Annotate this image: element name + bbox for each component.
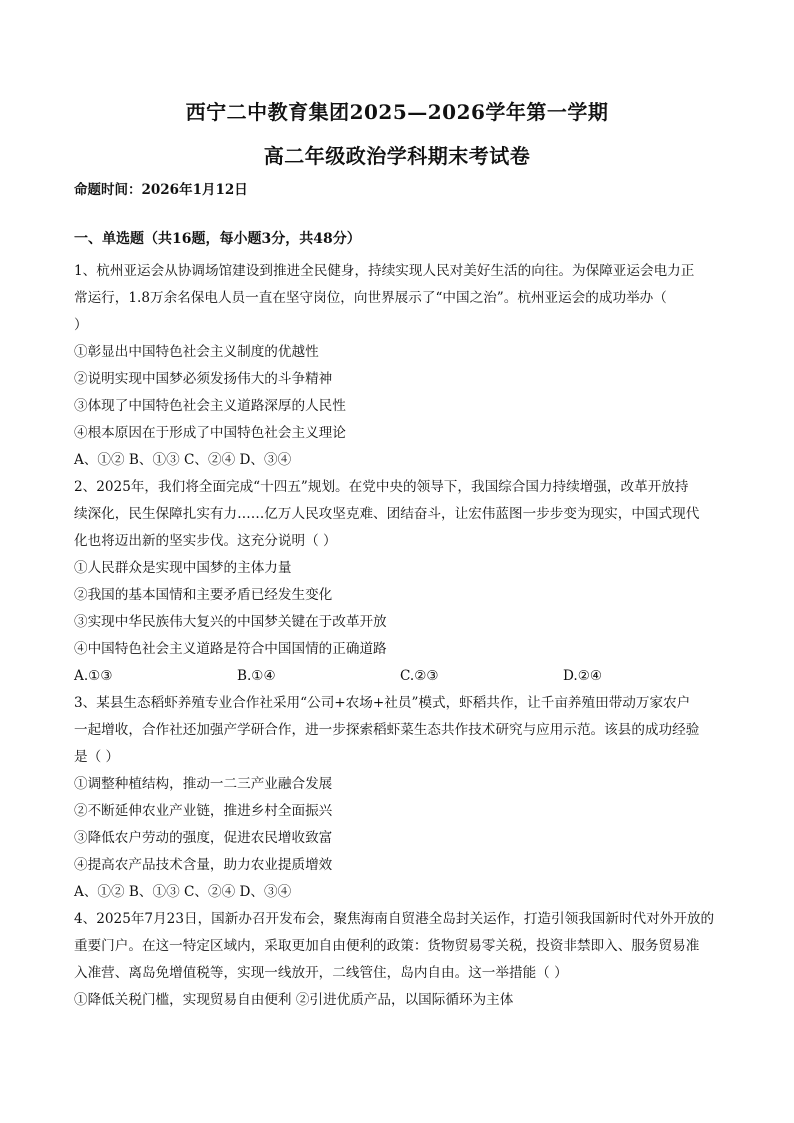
questions-body (74, 258, 720, 1014)
option-d: D.②④ (563, 668, 603, 684)
question-2 (74, 474, 720, 690)
statement-item: ④提高农产品技术含量，助力农业提质增效 (74, 857, 333, 873)
statement-item: ②说明实现中国梦必须发扬伟大的斗争精神 (74, 371, 333, 387)
question-4 (74, 906, 720, 1014)
statement-item: ③实现中华民族伟大复兴的中国梦关键在于改革开放 (74, 614, 387, 630)
question-stem-line: ） (74, 317, 88, 333)
statement-item: ①降低关税门槛，实现贸易自由便利 ②引进优质产品，以国际循环为主体 (74, 992, 514, 1008)
exam-title-line2: 高二年级政治学科期末考试卷 (263, 144, 531, 168)
question-stem-line: 化也将迈出新的坚实步伐。这充分说明（ ） (74, 533, 337, 549)
option-c: C.②③ (400, 668, 439, 684)
statement-item: ③体现了中国特色社会主义道路深厚的人民性 (74, 398, 346, 414)
question-stem-line: 3、某县生态稻虾养殖专业合作社采用“公司+农场+社员”模式，虾稻共作，让千亩养殖田带动万家农户 (74, 695, 691, 711)
statement-item: ③降低农户劳动的强度，促进农民增收致富 (74, 830, 333, 846)
option-a: A.①③ (74, 668, 113, 684)
question-stem-line: 续深化，民生保障扎实有力……亿万人民攻坚克难、团结奋斗，让宏伟蓝图一步步变为现实，中国式现代 (74, 506, 700, 522)
question-stem-line: 是（ ） (74, 749, 120, 765)
statement-item: ①调整种植结构，推动一二三产业融合发展 (74, 776, 333, 792)
exam-time: 命题时间：2026年1月12日 (74, 182, 248, 198)
question-stem-line: 2、2025年，我们将全面完成“十四五”规划。在党中央的领导下，我国综合国力持续增强，改革开放持 (74, 479, 689, 495)
option-b: B.①④ (237, 668, 276, 684)
answer-options: A、①② B、①③ C、②④ D、③④ (74, 452, 292, 468)
exam-title-line1: 西宁二中教育集团2025—2026学年第一学期 (185, 100, 609, 124)
question-stem-line: 1、杭州亚运会从协调场馆建设到推进全民健身，持续实现人民对美好生活的向往。为保障亚运会电力正 (74, 263, 695, 279)
answer-options: A、①② B、①③ C、②④ D、③④ (74, 884, 292, 900)
statement-item: ②我国的基本国情和主要矛盾已经发生变化 (74, 587, 333, 603)
statement-item: ②不断延伸农业产业链，推进乡村全面振兴 (74, 803, 333, 819)
question-1 (74, 258, 720, 474)
statement-item: ①彰显出中国特色社会主义制度的优越性 (74, 344, 319, 360)
question-stem-line: 4、2025年7月23日，国新办召开发布会，聚焦海南自贸港全岛封关运作，打造引领我国新时代对外开放的 (74, 911, 715, 927)
question-stem-line: 常运行，1.8万余名保电人员一直在坚守岗位，向世界展示了“中国之治”。杭州亚运会的成功举办（ (74, 290, 667, 306)
statement-item: ④中国特色社会主义道路是符合中国国情的正确道路 (74, 641, 387, 657)
question-stem-line: 入准营、离岛免增值税等，实现一线放开，二线管住，岛内自由。这一举措能（ ） (74, 965, 568, 981)
question-stem-line: 一起增收，合作社还加强产学研合作，进一步探索稻虾菜生态共作技术研究与应用示范。该县的成功经验 (74, 722, 700, 738)
question-stem-line: 重要门户。在这一特定区域内，采取更加自由便利的政策：货物贸易零关税，投资非禁即入、服务贸易准 (74, 938, 700, 954)
statement-item: ①人民群众是实现中国梦的主体力量 (74, 560, 292, 576)
question-3 (74, 690, 720, 906)
section-heading: 一、单选题（共16题，每小题3分，共48分） (74, 231, 361, 247)
answer-options (74, 663, 720, 690)
statement-item: ④根本原因在于形成了中国特色社会主义理论 (74, 425, 346, 441)
